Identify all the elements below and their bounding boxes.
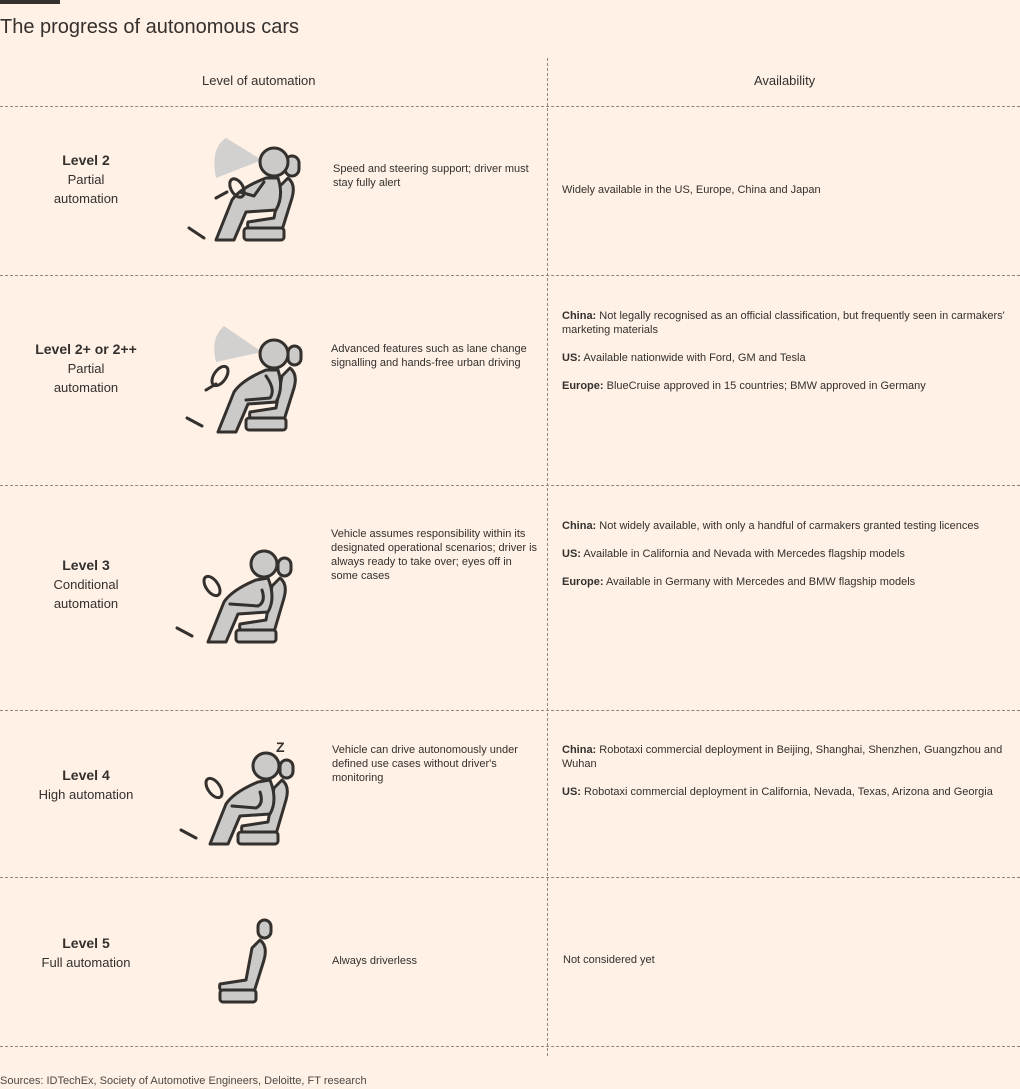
level-2plus-label [6, 340, 166, 397]
capability-text: Speed and steering support; driver must stay fully alert [333, 163, 529, 189]
availability-cell [562, 743, 1018, 813]
availability-cell [562, 183, 1018, 211]
availability-cell [562, 309, 1018, 407]
capability-text: Vehicle can drive autonomously under defined use cases without driver's monitoring [332, 744, 518, 784]
region-label: China: [562, 520, 597, 532]
level-name: Level 2 [62, 152, 110, 168]
row-divider [0, 275, 1020, 276]
availability-cell [563, 953, 1019, 981]
column-divider [547, 58, 548, 1056]
availability-entry [562, 183, 1018, 197]
level-3-label [6, 556, 166, 613]
availability-cell [562, 519, 1018, 603]
availability-text: Widely available in the US, Europe, China and Japan [562, 184, 821, 196]
row-divider [0, 485, 1020, 486]
region-label: US: [562, 352, 581, 364]
region-label: Europe: [562, 576, 604, 588]
availability-entry [562, 519, 1018, 533]
availability-entry [562, 785, 1018, 799]
level-description: Full automation [41, 955, 131, 970]
region-label: China: [562, 744, 597, 756]
row-divider [0, 710, 1020, 711]
availability-text: Not legally recognised as an official classification, but frequently seen in carmakers' marketing materials [562, 310, 1005, 336]
availability-entry [562, 743, 1018, 771]
top-accent-bar [0, 0, 60, 4]
level-4-label [6, 766, 166, 804]
level-description: Partial [67, 172, 105, 187]
level-5-label [6, 934, 166, 972]
page-title: The progress of autonomous cars [0, 16, 300, 38]
region-label: Europe: [562, 380, 604, 392]
availability-text: Not widely available, with only a handful of carmakers granted testing licences [599, 520, 979, 532]
row-divider [0, 1046, 1020, 1047]
column-header-level: Level of automation [202, 73, 316, 88]
driver-hands-free-icon [180, 322, 304, 434]
level-name: Level 2+ or 2++ [35, 341, 137, 357]
region-label: US: [562, 548, 581, 560]
availability-entry [562, 351, 1018, 365]
availability-entry [562, 379, 1018, 393]
empty-seat-icon [208, 916, 278, 1008]
availability-entry [562, 309, 1018, 337]
row-divider [0, 877, 1020, 878]
region-label: China: [562, 310, 597, 322]
availability-text: Available nationwide with Ford, GM and Tesla [583, 352, 806, 364]
region-label: US: [562, 786, 581, 798]
availability-entry [562, 547, 1018, 561]
availability-text: Robotaxi commercial deployment in Beijing, Shanghai, Shenzhen, Guangzhou and Wuhan [562, 744, 1003, 770]
level-description: High automation [38, 787, 134, 802]
driver-sleeping-icon [176, 738, 300, 852]
capability-text: Vehicle assumes responsibility within its designated operational scenarios; driver is always ready to take over; eyes off in some cases [331, 528, 538, 582]
level-description: automation [53, 191, 119, 206]
column-header-availability: Availability [754, 73, 816, 88]
availability-entry [563, 953, 1019, 967]
level-description: automation [53, 596, 119, 611]
availability-text: BlueCruise approved in 15 countries; BMW approved in Germany [606, 380, 926, 392]
sleep-z-glyph: Z [276, 739, 285, 755]
level-name: Level 3 [62, 557, 110, 573]
level-description: Partial [67, 361, 105, 376]
capability-text: Advanced features such as lane change signalling and hands-free urban driving [331, 343, 527, 369]
availability-text: Robotaxi commercial deployment in California, Nevada, Texas, Arizona and Georgia [584, 786, 993, 798]
availability-entry [562, 575, 1018, 589]
level-name: Level 4 [62, 767, 110, 783]
header-divider [0, 106, 1020, 107]
level-description: Conditional [53, 577, 119, 592]
level-description: automation [53, 380, 119, 395]
capability-text: Always driverless [332, 955, 417, 967]
source-note: Sources: IDTechEx, Society of Automotive Engineers, Deloitte, FT research [0, 1075, 367, 1087]
availability-text: Not considered yet [563, 954, 655, 966]
driver-eyes-off-icon [172, 546, 296, 648]
level-name: Level 5 [62, 935, 110, 951]
level-2-label [6, 151, 166, 208]
availability-text: Available in California and Nevada with Mercedes flagship models [583, 548, 905, 560]
driver-alert-icon [182, 134, 306, 246]
availability-text: Available in Germany with Mercedes and BMW flagship models [606, 576, 916, 588]
